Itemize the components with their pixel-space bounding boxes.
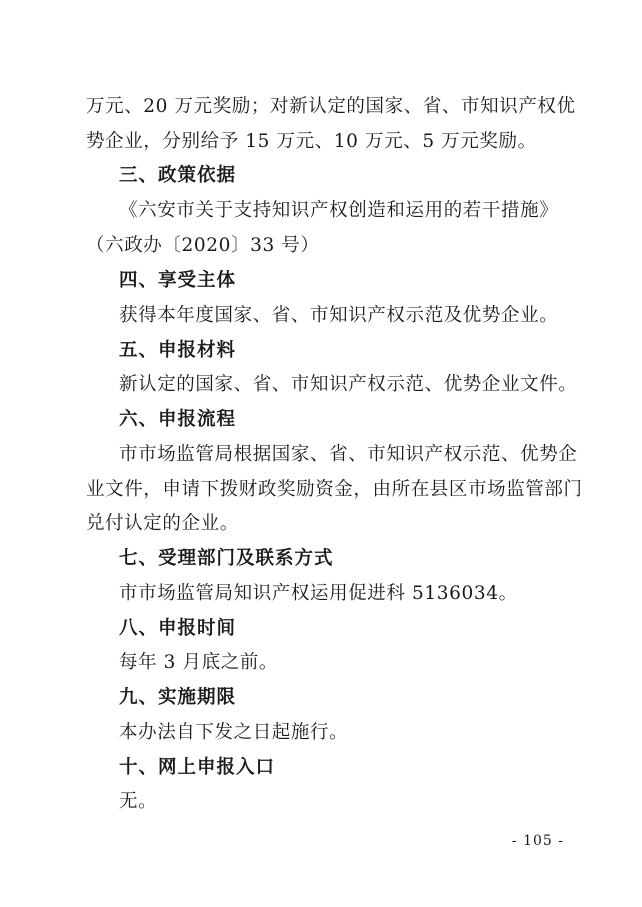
body-text-line: 势企业，分别给予 15 万元、10 万元、5 万元奖励。 [86, 131, 537, 152]
section-heading-contact: 七、受理部门及联系方式 [119, 548, 334, 569]
page-number: - 105 - [511, 833, 564, 849]
body-text-line: 获得本年度国家、省、市知识产权示范及优势企业。 [119, 305, 559, 326]
body-text-line: 《六安市关于支持知识产权创造和运用的若干措施》 [119, 200, 559, 221]
body-text-line: 市市场监管局知识产权运用促进科 5136034。 [119, 583, 518, 604]
body-text-line: （六政办〔2020〕33 号） [86, 235, 320, 256]
body-text-line: 业文件，申请下拨财政奖励资金，由所在县区市场监管部门 [86, 479, 583, 500]
section-heading-application-materials: 五、申报材料 [119, 340, 237, 361]
section-heading-application-time: 八、申报时间 [119, 618, 237, 639]
body-text-line: 市市场监管局根据国家、省、市知识产权示范、优势企 [119, 444, 578, 465]
body-text-line: 每年 3 月底之前。 [119, 652, 279, 673]
section-heading-application-process: 六、申报流程 [119, 409, 237, 430]
body-text-line: 本办法自下发之日起施行。 [119, 722, 349, 743]
section-heading-implementation-period: 九、实施期限 [119, 687, 237, 708]
section-heading-policy-basis: 三、政策依据 [119, 165, 237, 186]
body-text-line: 兑付认定的企业。 [86, 513, 239, 534]
body-text-line: 新认定的国家、省、市知识产权示范、优势企业文件。 [119, 374, 578, 395]
section-heading-online-entry: 十、网上申报入口 [119, 757, 276, 778]
body-text-line: 万元、20 万元奖励；对新认定的国家、省、市知识产权优 [86, 96, 576, 117]
section-heading-eligible-subject: 四、享受主体 [119, 270, 237, 291]
body-text-line: 无。 [119, 791, 158, 812]
